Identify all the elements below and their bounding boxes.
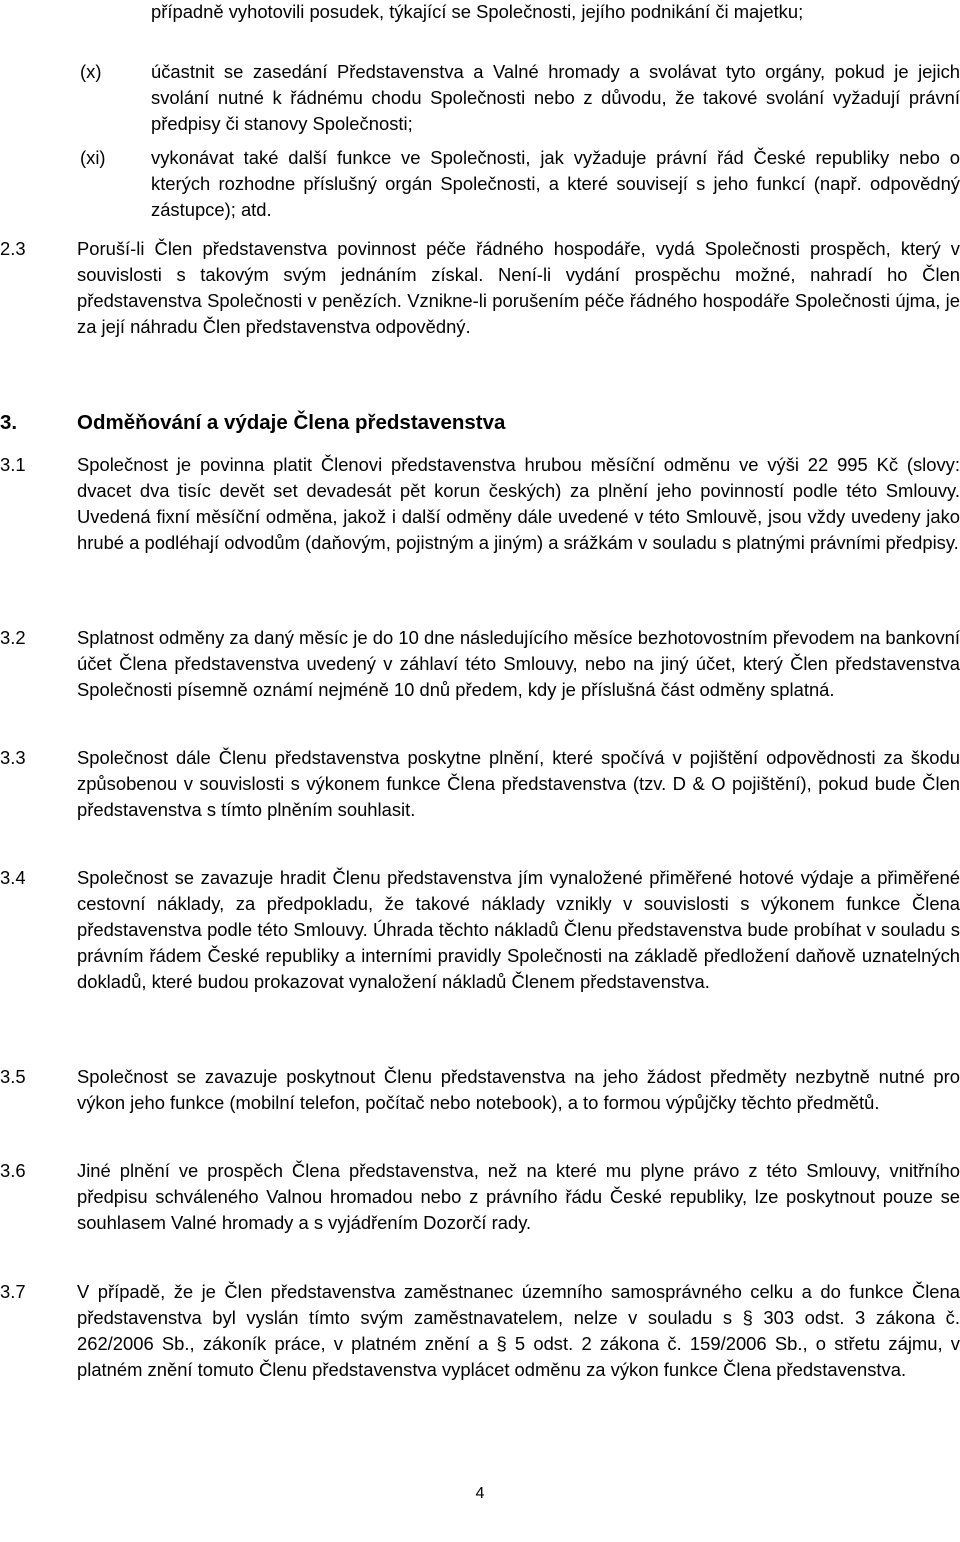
clause-3-2 (0, 625, 960, 729)
clause-3-5 (0, 1064, 960, 1142)
clause-number: 3.7 (0, 1281, 26, 1302)
clause-number: 3.3 (0, 747, 26, 768)
clause-text: Společnost dále Členu představenstva poskytne plnění, které spočívá v pojištění odpovědnosti za škodu způsobenou v souvislosti s výkonem funkce Člena představenstva (tzv. D & O pojištění), pokud bude Člen představenstva s tímto plněním souhlasit. (77, 747, 960, 820)
clause-text: Splatnost odměny za daný měsíc je do 10 dne následujícího měsíce bezhotovostním převodem na bankovní účet Člena představenstva uvedený v záhlaví této Smlouvy, nebo na jiný účet, který Člen představenstva Společnosti písemně oznámí nejméně 10 dnů předem, kdy je příslušná část odměny splatná. (77, 627, 960, 700)
clause-number: 2.3 (0, 238, 26, 259)
section-heading (0, 410, 960, 438)
clause-number: 3.2 (0, 627, 26, 648)
clause-text: Společnost se zavazuje poskytnout Členu představenstva na jeho žádost předměty nezbytně nutné pro výkon jeho funkce (mobilní telefon, počítač nebo notebook), a to formou výpůjčky těchto předmětů. (77, 1066, 960, 1113)
clause-text: Poruší-li Člen představenstva povinnost péče řádného hospodáře, vydá Společnosti prospěch, který v souvislosti s takovým svým jednáním získal. Není-li vydání prospěchu možné, nahradí ho Člen představenstva Společnosti v penězích. Vznikne-li porušením péče řádného hospodáře Společnosti újma, je za její náhradu Člen představenstva odpovědný. (77, 238, 960, 337)
list-marker: (xi) (80, 147, 106, 168)
section-number: 3. (0, 411, 18, 434)
section-title: Odměňování a výdaje Člena představenstva (77, 411, 506, 434)
clause-3-6 (0, 1158, 960, 1262)
list-text: účastnit se zasedání Představenstva a Valné hromady a svolávat tyto orgány, pokud je jejich svolání nutné k řádnému chodu Společnosti nebo z důvodu, že takové svolání vyžadují právní předpisy či stanovy Společnosti; (151, 61, 960, 134)
list-marker: (x) (80, 61, 102, 82)
clause-number: 3.4 (0, 867, 26, 888)
clause-text: Jiné plnění ve prospěch Člena představenstva, než na které mu plyne právo z této Smlouvy, vnitřního předpisu schváleného Valnou hromadou nebo z právního řádu České republiky, lze poskytnout pouze se souhlasem Valné hromady a s vyjádřením Dozorčí rady. (77, 1160, 960, 1233)
clause-number: 3.1 (0, 454, 26, 475)
clause-3-7 (0, 1279, 960, 1409)
clause-number: 3.5 (0, 1066, 26, 1087)
list-text: případně vyhotovili posudek, týkající se Společnosti, jejího podnikání či majetku; (151, 1, 804, 22)
list-text: vykonávat také další funkce ve Společnosti, jak vyžaduje právní řád České republiky nebo o kterých rozhodne příslušný orgán Společnosti, a které souvisejí s jeho funkcí (např. odpovědný zástupce); atd. (151, 147, 960, 220)
page-number: 4 (475, 1485, 485, 1502)
clause-text: V případě, že je Člen představenstva zaměstnanec územního samosprávného celku a do funkce Člena představenstva byl vyslán tímto svým zaměstnavatelem, nelze v souladu s § 303 odst. 3 zákona č. 262/2006 Sb., zákoník práce, v platném znění a § 5 odst. 2 zákona č. 159/2006 Sb., o střetu zájmu, v platném znění tomuto Členu představenstva vyplácet odměnu za výkon funkce Člena představenstva. (77, 1281, 960, 1380)
clause-number: 3.6 (0, 1160, 26, 1181)
list-item (0, 145, 960, 223)
clause-2-3 (0, 236, 960, 366)
clause-3-1 (0, 452, 960, 608)
clause-text: Společnost je povinna platit Členovi představenstva hrubou měsíční odměnu ve výši 22 995 Kč (slovy: dvacet dva tisíc devět set devadesát pět korun českých) za plnění jeho povinností podle této Smlouvy. Uvedená fixní měsíční odměna, jakož i další odměny dále uvedené v této Smlouvě, jsou vždy uvedeny jako hrubé a podléhají odvodům (daňovým, pojistným a jiným) a srážkám v souladu s platnými právními předpisy. (77, 454, 960, 553)
clause-text: Společnost se zavazuje hradit Členu představenstva jím vynaložené přiměřené hotové výdaje a přiměřené cestovní náklady, za předpokladu, že takové náklady vznikly v souvislosti s výkonem funkce Člena představenstva podle této Smlouvy. Úhrada těchto nákladů Členu představenstva bude probíhat v souladu s právním řádem České republiky a interními pravidly Společnosti na základě předložení daňově uznatelných dokladů, které budou prokazovat vynaložení nákladů Členem představenstva. (77, 867, 960, 992)
clause-3-3 (0, 745, 960, 849)
list-item (0, 0, 960, 51)
list-item (0, 59, 960, 137)
clause-3-4 (0, 865, 960, 1047)
